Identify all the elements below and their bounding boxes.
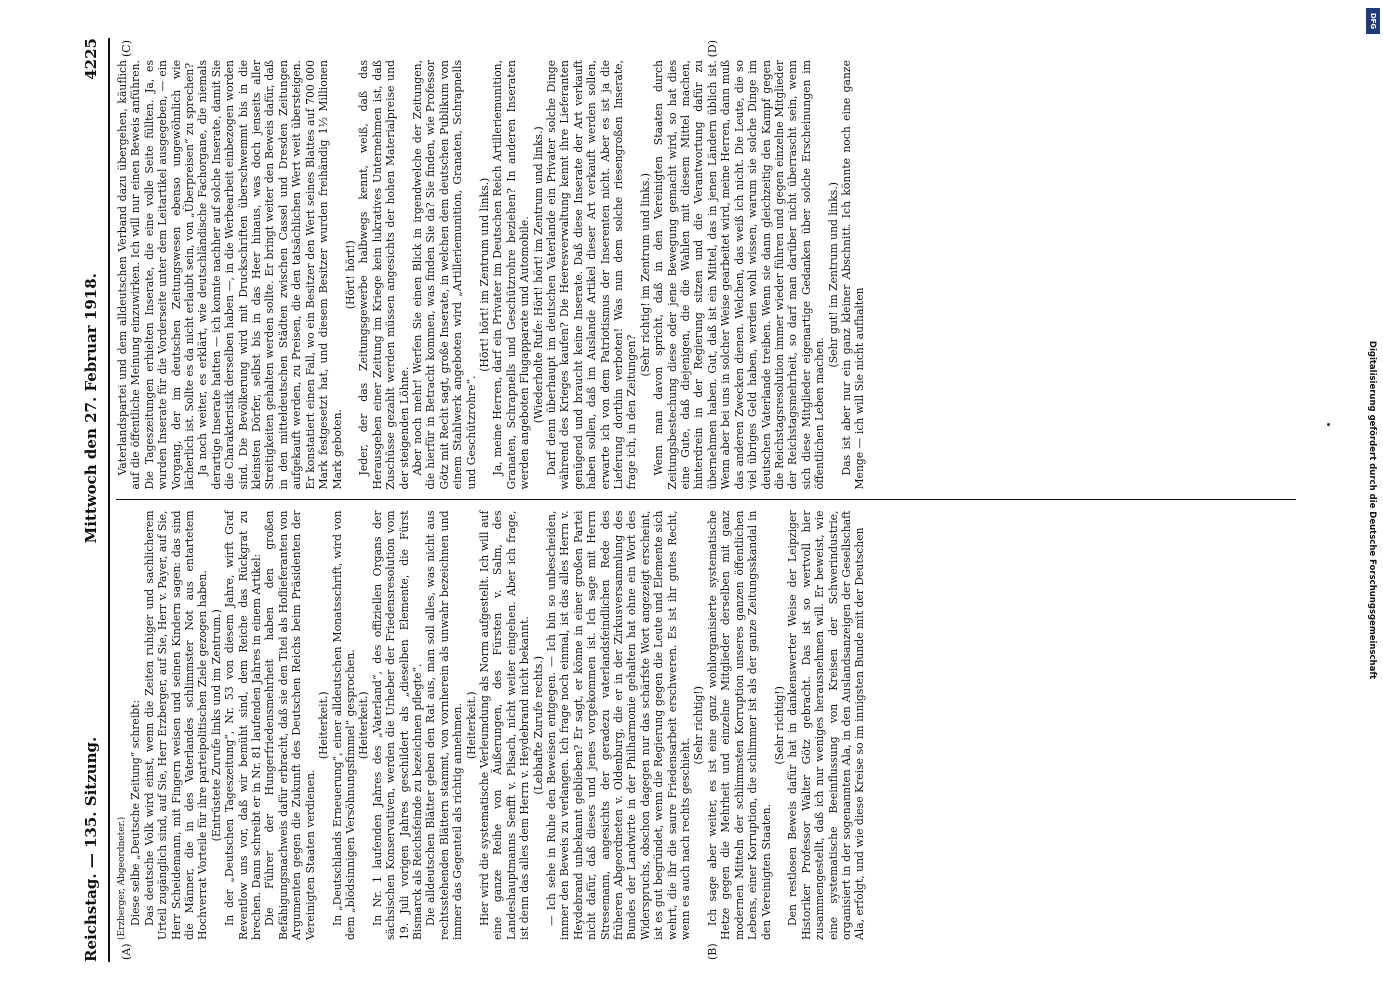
right-column (116, 38, 1296, 500)
margin-mark-b: (B) (706, 943, 719, 960)
right-column-paragraph: Ja, meine Herren, darf ein Privater im Deutschen Reich Artilleriemunition, Granaten, Schrapnells und Geschützrohre beziehen? In anderen Inseraten werden angeboten Flugapparate und Automobile. (491, 60, 532, 490)
header-rule (108, 38, 110, 962)
right-column-paragraph: (Hört! hört!) (343, 240, 357, 310)
left-column-paragraph: (Erzberger, Abgeordneter.) (117, 816, 127, 940)
left-column-paragraph: Die alldeutschen Blätter geben den Rat aus, man soll alles, was nicht aus rechtsstehenden Blättern stammt, von vornherein als unwahr bezeichnen und immer das Gegenteil als richtig annehmen. (424, 510, 465, 940)
left-column-paragraph: In „Deutschlands Erneuerung“, einer alldeutschen Monatsschrift, wird von dem „blödsinnigen Versöhnungsfimmel“ gesprochen. (330, 510, 357, 940)
left-column-paragraph: (Heiterkeit.) (464, 691, 478, 760)
right-column-paragraph: Ja noch weiter, es erklärt, wie deutschländische Fachorgane, die niemals derartige Inserate hatten — ich konnte nachher auf solche Inserate, damit Sie die Charakteristik derselben haben —, in die Werbearbeit einbezogen worden sind. Die Bevölkerung wird mit Druckschriften überschwemmt bis in die kleinsten Dörfer, selbst bis in das Heer hinaus, was doch jenseits aller Streitigkeiten gehalten werden sollte. Er bringt weiter den Beweis dafür, daß in den mitteldeutschen Städten zwischen Cassel und Dresden Zeitungen aufgekauft werden, zu Preisen, die den tatsächlichen Wert weit übersteigen. Er konstatiert einen Fall, wo ein Besitzer den Wert seines Blattes auf 700 000 Mark festgesetzt hat, und diesem Besitzer wurden freihändig 1½ Millionen Mark geboten. (196, 60, 344, 490)
margin-mark-c: (C) (120, 40, 133, 57)
page-body (116, 38, 1296, 962)
left-column-paragraph: Hier wird die systematische Verleumdung als Norm aufgestellt. Ich will auf eine ganze Reihe von Äußerungen, des Fürsten v. Salm, des Landeshauptmanns Senfft v. Pilsach, nicht weiter eingehen. Aber ich frage, ist denn das alles dem Herrn v. Heydebrand nicht bekannt. (477, 510, 532, 940)
header-left: Reichstag. — 135. Sitzung. (82, 736, 100, 962)
page-header (82, 38, 106, 962)
right-column-paragraph: (Wiederholte Rufe: Hört! hört! im Zentrum und links.) (531, 126, 545, 424)
left-column-paragraph: (Lebhafte Zurufe rechts.) (531, 655, 545, 795)
left-column-paragraph: (Heiterkeit.) (357, 691, 371, 760)
page-number: 4225 (82, 38, 100, 80)
left-column-paragraph: In Nr. 1 laufenden Jahres des „Vaterland“, des offiziellen Organs der sächsischen Konservativen, werden die Urheber der Friedensresolution vom 19. Juli vorigen Jahres geschildert als „dieselben Elemente, die Fürst Bismarck als Reichsfeinde zu bezeichnen pflegte“. (370, 510, 424, 940)
margin-mark-a: (A) (120, 943, 133, 960)
left-column-paragraph: (Entrüstete Zurufe links und im Zentrum.) (209, 609, 223, 842)
left-column-paragraph: Den restlosen Beweis dafür hat in dankenswerter Weise der Leipziger Historiker Professor Walter Götz gebracht. Das ist so wertvoll hier zusammengestellt, daß ich nur weniges herausnehmen will. Er beweist, wie eine systematische Beeinflussung von Kreisen der Schwerindustrie, organisiert in der sogenannten Ala, in den Auslandsanzeigen der Gesellschaft Ala, erfolgt, und wie diese Kreise so im innigsten Bunde mit der Deutschen (786, 510, 867, 940)
right-column-paragraph: Vaterlandspartei und dem alldeutschen Verband dazu übergehen, käuflich auf die öffentliche Meinung einzuwirken. Ich will nur einen Beweis anführen. Die Tageszeitungen erhielten Inserate, die eine volle Seite füllten. Ja, es wurden Inserate für die Vorderseite unter dem Leitartikel ausgegeben, — ein Vorgang, der im deutschen Zeitungswesen ebenso ungewöhnlich wie lächerlich ist. Sollte es da nicht erlaubt sein, von „Überpreisen“ zu sprechen? (116, 60, 197, 490)
left-column (116, 501, 1296, 963)
left-column-paragraph: Diese selbe „Deutsche Zeitung“ schreibt: (129, 699, 143, 926)
left-column-paragraph: Das deutsche Volk wird einst, wenn die Zeiten ruhiger und sachlicherem Urteil zugänglich sind, auf Sie, Herr Erzberger, auf Sie, Herr v. Payer, auf Sie, Herr Scheidemann, mit Fingern weisen und seinen Kindern sagen: das sind die Männer, die in des Vaterlandes schlimmster Not aus entartetem Hochverrat Vorteile für ihre parteipolitischen Ziele gezogen haben. (142, 510, 210, 940)
left-column-paragraph: Die Führer der Hungerfriedensmehrheit haben den großen Befähigungsnachweis dafür erbracht, daß sie den Titel als Hoflieferanten von Argumenten gegen die Zukunft des Deutschen Reichs beim Präsidenten der Vereinigten Staaten verdienen. (263, 510, 317, 940)
dfg-logo: DFG (1366, 8, 1380, 34)
digitization-note: Digitalisierung gefördert durch die Deutsche Forschungsgemeinschaft (1367, 340, 1378, 680)
left-column-paragraph: — Ich sehe in Ruhe den Beweisen entgegen. — Ich bin so unbescheiden, immer den Beweis zu verlangen. Ich frage noch einmal, ist das alles Herrn v. Heydebrand unbekannt geblieben? Er sagt, er könne in einer großen Partei nicht dafür, daß dieses und jenes vorgekommen ist. Ich sage mit Herrn Stresemann, angesichts der geradezu vaterlandsfeindlichen Rede des früheren Abgeordneten v. Oldenburg, die er in der Zirkusversammlung des Bundes der Landwirte in der Philharmonie gehalten hat ohne ein Wort des Widerspruchs, obschon dagegen nur das schärfste Wort angezeigt erscheint, ist es gut begründet, wenn die Regierung gegen die Leute und Elemente sich wehrt, die ihr die saure Friedensarbeit erschweren. Es ist ihr gutes Recht, wenn es auch nach rechts geschieht. (545, 510, 693, 940)
header-center: Mittwoch den 27. Februar 1918. (82, 273, 100, 544)
right-column-paragraph: Jeder, der das Zeitungsgewerbe halbwegs kennt, weiß, daß das Herausgeben einer Zeitung im Kriege kein lukratives Unternehmen ist, daß Zuschüsse gezahlt werden müssen angesichts der hohen Materialpreise und der steigenden Löhne. (357, 60, 411, 490)
left-column-paragraph: (Sehr richtig!) (692, 686, 706, 765)
right-column-paragraph: Das ist aber nur ein ganz kleiner Abschnitt. Ich könnte noch eine ganze Menge — ich will Sie nicht aufhalten (839, 60, 867, 490)
right-column-paragraph: (Sehr gut! im Zentrum und links.) (826, 182, 840, 368)
left-column-paragraph: Ich sage aber weiter, es ist eine ganz wohlorganisierte systematische Hetze gegen die Mehrheit und einzelne Mitglieder derselben mit ganz modernen Mitteln der schlimmsten Korruption unseres ganzen öffentlichen Lebens, einer Korruption, die schlimmer ist als der ganze Zeitungsskandal in den Vereinigten Staaten. (705, 510, 773, 940)
scan-speck (1327, 423, 1330, 426)
right-column-paragraph: Darf denn überhaupt im deutschen Vaterlande ein Privater solche Dinge während des Krieges kaufen? Die Heeresverwaltung kennt ihre Lieferanten genügend und braucht keine Inserate. Daß diese Inserate der Art verkauft haben sollen, daß im Auslande Artikel dieser Art verkauft werden sollen, erwarte ich von dem Patriotismus der Inserenten nicht. Aber es ist ja die Lieferung dorthin verboten! Was nun dem solche riesengroßen Inserate, frage ich, in den Zeitungen? (545, 60, 639, 490)
left-column-paragraph: In der „Deutschen Tageszeitung“, Nr. 53 von diesem Jahre, wirft Graf Reventlow uns vor, daß wir bemüht sind, dem Reiche das Rückgrat zu brechen. Dann schreibt er in Nr. 81 laufenden Jahres in einem Artikel: (223, 510, 264, 940)
right-column-paragraph: Wenn man davon spricht, daß in den Vereinigten Staaten durch Zeitungsbestechung diese oder jene Bewegung gemacht wird, so hat dies eine Gute, daß diejenigen, die die Wahlen mit diesem Mittel machen, hinterdrein in der Regierung sitzen und die Verantwortung dafür zu übernehmen haben. Gut, daß ist ein Mittel, das in jenen Ländern üblich ist. Wenn aber bei uns in solcher Weise gearbeitet wird, meine Herren, dann muß das anderen Zwecken dienen. Welchen, das weiß ich nicht. Die Leute, die so viel übriges Geld haben, werden wohl wissen, warum sie solche Dinge im deutschen Vaterlande treiben. Wenn sie dann gleichzeitig den Kampf gegen die Reichstagsresolution immer wieder führen und gegen einzelne Mitglieder der Reichstagsmehrheit, so darf man darüber nicht überrascht sein, wenn sich diese Mitglieder eigenartige Gedanken über solche Erscheinungen im öffentlichen Leben machen. (652, 60, 827, 490)
right-column-paragraph: Aber noch mehr! Werfen Sie einen Blick in irgendwelche der Zeitungen, die hierfür in Betracht kommen, was finden Sie da? Sie finden, wie Professor Götz mit Recht sagt, große Inserate, in welchen dem deutschen Publikum von einem Stahlwerk angeboten wird „Artilleriemunition, Granaten, Schrapnells und Geschützrohre“. (410, 60, 478, 490)
right-column-paragraph: (Hört! hört! im Zentrum und links.) (477, 177, 491, 372)
left-column-paragraph: (Sehr richtig!) (772, 686, 786, 765)
left-column-paragraph: (Heiterkeit.) (317, 691, 331, 760)
right-column-paragraph: (Sehr richtig! im Zentrum und links.) (638, 172, 652, 377)
margin-mark-d: (D) (706, 40, 719, 58)
document-page (66, 0, 1316, 1000)
